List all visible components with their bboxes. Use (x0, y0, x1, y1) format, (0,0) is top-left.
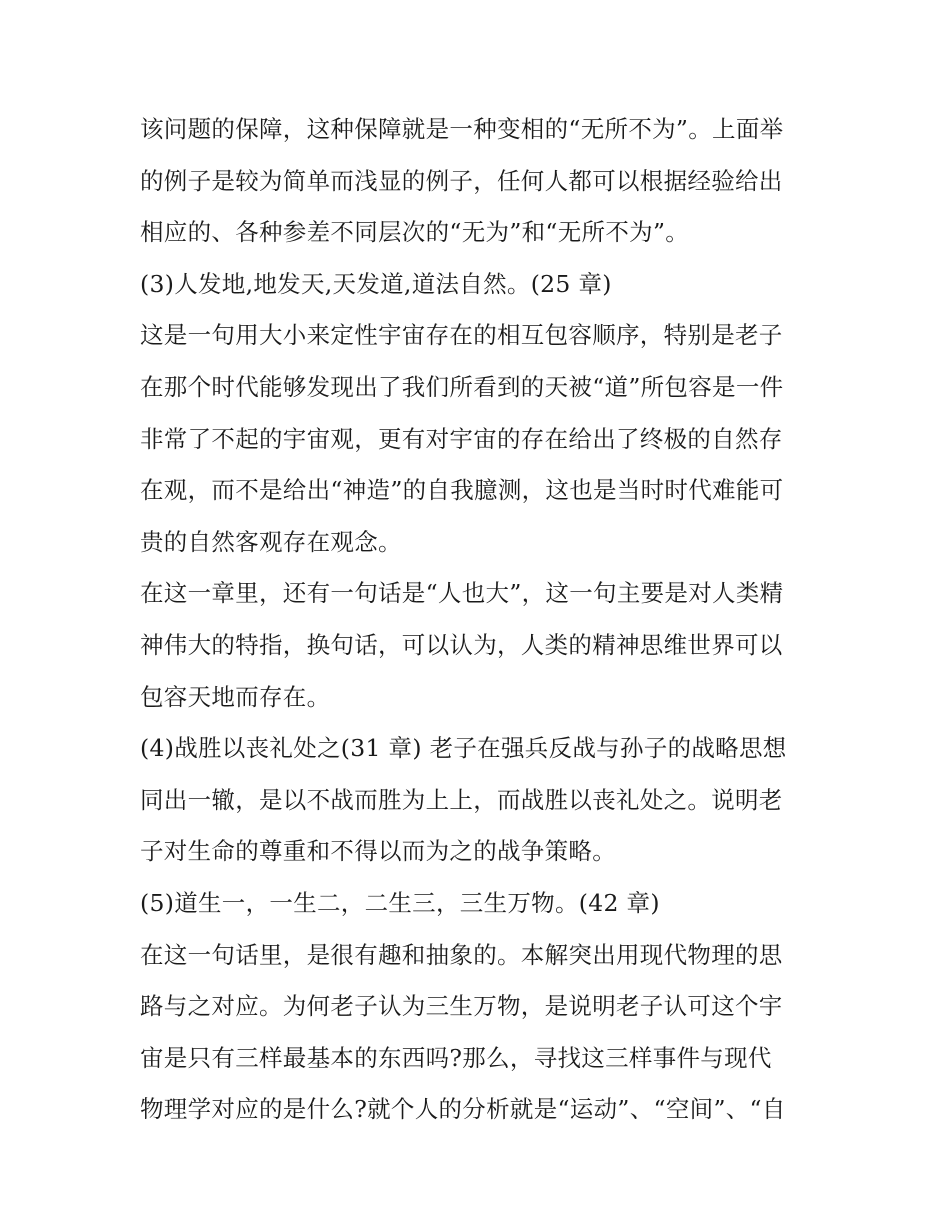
body-text (140, 104, 830, 1136)
text-line: 在这一章里，还有一句话是“人也大”，这一句主要是对人类精 (140, 579, 784, 608)
text-line: 相应的、各种参差不同层次的“无为”和“无所不为”。 (140, 218, 690, 247)
text-line: 的例子是较为简单而浅显的例子，任何人都可以根据经验给出 (140, 166, 783, 195)
text-line: 同出一辙，是以不战而胜为上上，而战胜以丧礼处之。说明老 (140, 785, 783, 814)
text-line: 路与之对应。为何老子认为三生万物，是说明老子认可这个宇 (140, 992, 783, 1021)
text-line: 在观，而不是给出“神造”的自我臆测，这也是当时时代难能可 (140, 476, 784, 505)
text-line: 非常了不起的宇宙观，更有对宇宙的存在给出了终极的自然存 (140, 424, 783, 453)
section-heading-5: (5)道生一，一生二，二生三，三生万物。(42 章) (140, 888, 660, 917)
text-line: 贵的自然客观存在观念。 (140, 527, 402, 556)
text-line: 该问题的保障，这种保障就是一种变相的“无所不为”。上面举 (140, 115, 784, 143)
section-heading-4: (4)战胜以丧礼处之(31 章) 老子在强兵反战与孙子的战略思想 (140, 734, 787, 763)
section-heading-3: (3)人发地,地发天,天发道,道法自然。(25 章) (140, 269, 612, 298)
text-line: 宙是只有三样最基本的东西吗?那么，寻找这三样事件与现代 (140, 1043, 772, 1072)
text-line: 在那个时代能够发现出了我们所看到的天被“道”所包容是一件 (140, 372, 784, 401)
text-line: 物理学对应的是什么?就个人的分析就是“运动”、“空间”、“自 (140, 1095, 786, 1124)
text-line: 子对生命的尊重和不得以而为之的战争策略。 (140, 837, 616, 866)
text-line: 神伟大的特指，换句话，可以认为，人类的精神思维世界可以 (140, 630, 783, 659)
text-line: 在这一句话里，是很有趣和抽象的。本解突出用现代物理的思 (140, 940, 783, 969)
text-line: 这是一句用大小来定性宇宙存在的相互包容顺序，特别是老子 (140, 321, 783, 350)
text-line: 包容天地而存在。 (140, 682, 331, 711)
